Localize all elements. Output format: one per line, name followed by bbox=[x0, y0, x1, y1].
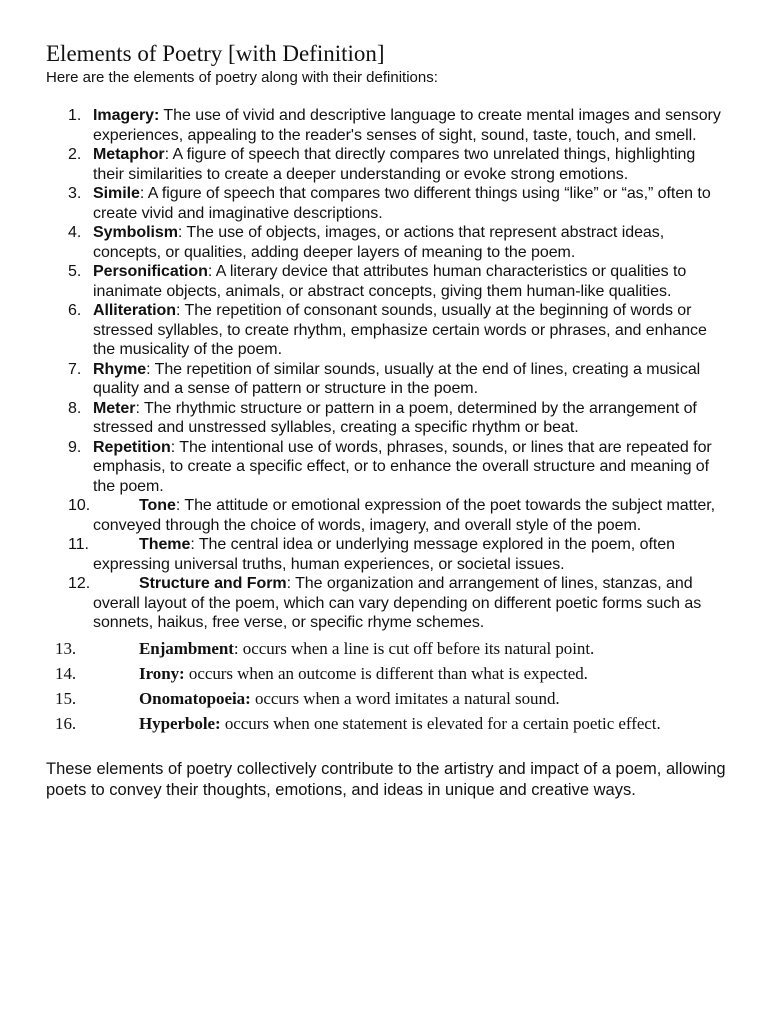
list-item-repetition bbox=[46, 438, 726, 497]
item-number: 16. bbox=[55, 713, 77, 733]
item-term: Repetition bbox=[93, 438, 171, 456]
item-term: Meter bbox=[93, 399, 136, 417]
page-title: Elements of Poetry [with Definition] bbox=[46, 41, 385, 66]
item-term: Simile bbox=[93, 185, 140, 202]
item-number: 3. bbox=[68, 185, 82, 202]
closing-paragraph: These elements of poetry collectively contribute to the artistry and impact of a poem, allowing poets to convey their thoughts, emotions, and ideas in unique and creative ways. bbox=[46, 759, 726, 799]
item-number: 13. bbox=[55, 638, 77, 658]
item-definition: : The central idea or underlying message explored in the poem, often expressing universal truths, human experiences, or societal issues. bbox=[93, 536, 675, 573]
item-term: Tone bbox=[139, 497, 176, 514]
document-page bbox=[46, 40, 726, 801]
list-item-theme bbox=[46, 535, 726, 574]
item-term: Alliteration bbox=[93, 302, 176, 319]
list-item-alliteration bbox=[46, 301, 726, 360]
intro-text: Here are the elements of poetry along with their definitions: bbox=[46, 69, 438, 86]
item-definition: : The use of objects, images, or actions that represent abstract ideas, concepts, or qualities, adding deeper layers of meaning to the poem. bbox=[93, 224, 665, 261]
item-definition: : The attitude or emotional expression of the poet towards the subject matter, conveyed through the choice of words, imagery, and overall style of the poem. bbox=[93, 497, 716, 534]
list-item-simile bbox=[46, 184, 726, 223]
item-definition: occurs when a word imitates a natural sound. bbox=[250, 688, 560, 708]
list-item-rhyme bbox=[46, 360, 726, 399]
item-definition: : A figure of speech that directly compares two unrelated things, highlighting their similarities to create a deeper understanding or evoke strong emotions. bbox=[93, 146, 696, 183]
item-number: 2. bbox=[68, 146, 82, 163]
item-term: Hyperbole: bbox=[139, 713, 221, 733]
item-term: Imagery: bbox=[93, 107, 160, 124]
item-term: Personification bbox=[93, 263, 208, 280]
item-definition: occurs when an outcome is different than what is expected. bbox=[184, 663, 588, 683]
item-term: Symbolism bbox=[93, 224, 178, 241]
list-item-metaphor bbox=[46, 145, 726, 184]
item-number: 1. bbox=[68, 107, 82, 124]
item-term: Irony: bbox=[139, 663, 185, 683]
item-number: 14. bbox=[55, 663, 77, 683]
elements-list bbox=[46, 106, 726, 737]
item-number: 12. bbox=[68, 575, 91, 592]
list-item-onomatopoeia bbox=[46, 686, 726, 711]
item-definition: The use of vivid and descriptive language to create mental images and sensory experiences, appealing to the reader's senses of sight, sound, taste, touch, and smell. bbox=[93, 107, 721, 144]
item-number: 5. bbox=[68, 263, 82, 280]
list-item-tone bbox=[46, 496, 726, 535]
list-item-personification bbox=[46, 262, 726, 301]
item-number: 9. bbox=[68, 438, 82, 456]
list-item-structure-and-form bbox=[46, 574, 726, 633]
item-number: 7. bbox=[68, 360, 82, 378]
item-term: Theme bbox=[139, 536, 191, 553]
item-term: Metaphor bbox=[93, 146, 165, 163]
item-term: Structure and Form bbox=[139, 575, 287, 592]
item-definition: : The organization and arrangement of lines, stanzas, and overall layout of the poem, which can vary depending on different poetic forms such as sonnets, haikus, free verse, or specific rhyme schemes. bbox=[93, 575, 702, 631]
list-item-irony bbox=[46, 661, 726, 686]
item-definition: : The repetition of similar sounds, usually at the end of lines, creating a musical quality and a sense of pattern or structure in the poem. bbox=[93, 360, 701, 397]
item-definition: : A figure of speech that compares two different things using “like” or “as,” often to create vivid and imaginative descriptions. bbox=[93, 185, 711, 222]
list-item-imagery bbox=[46, 106, 726, 145]
item-term: Enjambment bbox=[139, 638, 234, 658]
list-item-symbolism bbox=[46, 223, 726, 262]
list-item-meter bbox=[46, 399, 726, 438]
item-number: 11. bbox=[68, 536, 89, 553]
item-number: 15. bbox=[55, 688, 77, 708]
item-term: Onomatopoeia: bbox=[139, 688, 251, 708]
list-item-enjambment bbox=[46, 636, 726, 661]
item-definition: : The intentional use of words, phrases, sounds, or lines that are repeated for emphasis, to create a specific effect, or to enhance the overall structure and meaning of the poem. bbox=[93, 438, 712, 495]
item-definition: occurs when one statement is elevated for a certain poetic effect. bbox=[220, 713, 661, 733]
item-definition: : occurs when a line is cut off before its natural point. bbox=[233, 638, 595, 658]
item-number: 10. bbox=[68, 497, 91, 514]
item-definition: : The rhythmic structure or pattern in a poem, determined by the arrangement of stressed and unstressed syllables, creating a specific rhythm or beat. bbox=[93, 399, 697, 436]
list-item-hyperbole bbox=[46, 711, 726, 737]
item-definition: : The repetition of consonant sounds, usually at the beginning of words or stressed syllables, to create rhythm, emphasize certain words or phrases, and enhance the musicality of the poem. bbox=[93, 302, 707, 358]
item-term: Rhyme bbox=[93, 360, 147, 378]
item-number: 8. bbox=[68, 399, 82, 417]
item-number: 6. bbox=[68, 302, 82, 319]
item-number: 4. bbox=[68, 224, 82, 241]
item-definition: : A literary device that attributes human characteristics or qualities to inanimate objects, animals, or abstract concepts, giving them human-like qualities. bbox=[93, 263, 687, 300]
